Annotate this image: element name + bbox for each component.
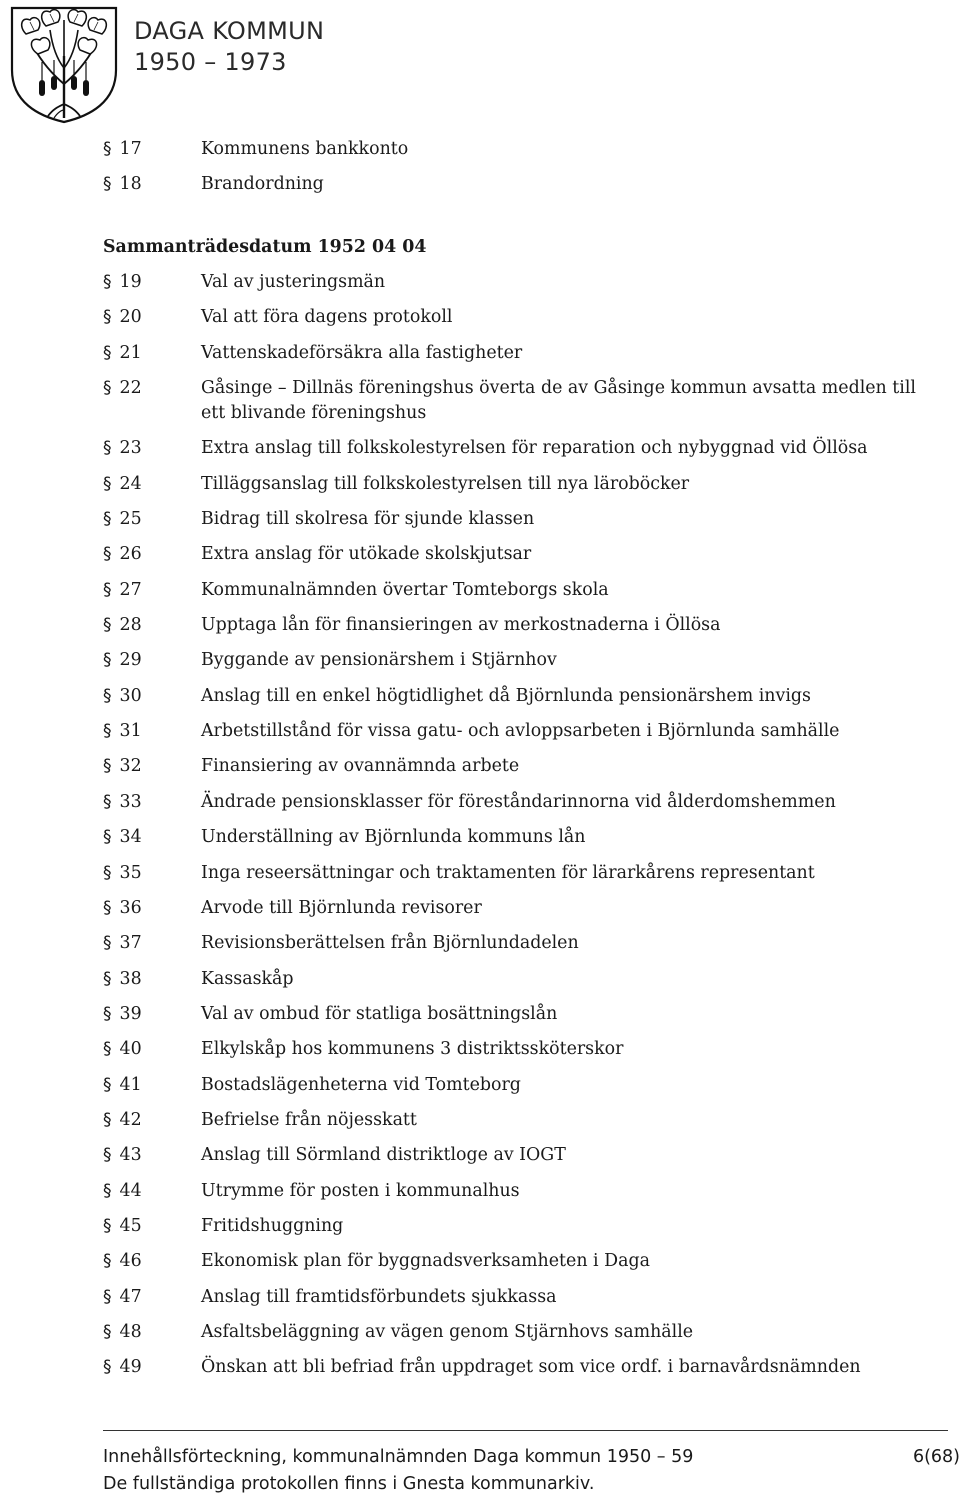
index-entry — [103, 1320, 923, 1345]
paragraph-sign: § — [103, 650, 112, 671]
paragraph-number-value: 38 — [119, 968, 142, 989]
index-entry — [103, 790, 923, 815]
paragraph-number — [103, 861, 201, 886]
paragraph-number-value: 39 — [119, 1003, 142, 1024]
paragraph-number — [103, 790, 201, 815]
entry-title: Anslag till en enkel högtidlighet då Björnlunda pensionärshem invigs — [201, 685, 811, 706]
index-entry — [103, 613, 923, 638]
paragraph-number-value: 47 — [119, 1286, 142, 1307]
footer-divider — [103, 1430, 948, 1431]
header-subtitle: 1950 – 1973 — [134, 48, 287, 76]
paragraph-number — [103, 1143, 201, 1168]
entry-title: Fritidshuggning — [201, 1215, 344, 1236]
paragraph-sign: § — [103, 378, 112, 399]
paragraph-sign: § — [103, 1215, 112, 1236]
paragraph-sign: § — [103, 1251, 112, 1272]
paragraph-number-value: 40 — [119, 1039, 142, 1060]
index-entry — [103, 1179, 923, 1204]
index-entry — [103, 967, 923, 992]
index-entry — [103, 270, 923, 295]
index-entry — [103, 341, 923, 366]
paragraph-number — [103, 1355, 201, 1380]
paragraph-number-value: 34 — [119, 827, 142, 848]
index-entry — [103, 172, 923, 197]
entry-title: Upptaga lån för finansieringen av merkostnaderna i Öllösa — [201, 615, 721, 636]
index-entry — [103, 1037, 923, 1062]
paragraph-number-value: 36 — [119, 897, 142, 918]
paragraph-number — [103, 1285, 201, 1310]
index-entry — [103, 305, 923, 330]
paragraph-sign: § — [103, 897, 112, 918]
entry-title: Ekonomisk plan för byggnadsverksamheten i Daga — [201, 1251, 650, 1272]
index-entry — [103, 436, 923, 461]
paragraph-number-value: 32 — [119, 756, 142, 777]
paragraph-number — [103, 542, 201, 567]
index-entry — [103, 507, 923, 532]
index-entry — [103, 896, 923, 921]
paragraph-number — [103, 436, 201, 461]
paragraph-number — [103, 172, 201, 197]
entry-title: Arvode till Björnlunda revisorer — [201, 897, 482, 918]
footer-line-1: Innehållsförteckning, kommunalnämnden Daga kommun 1950 – 59 — [103, 1447, 694, 1467]
paragraph-number-value: 26 — [119, 544, 142, 565]
entry-title: Befrielse från nöjesskatt — [201, 1109, 417, 1130]
paragraph-number — [103, 376, 201, 401]
paragraph-number — [103, 719, 201, 744]
paragraph-number-value: 45 — [119, 1215, 142, 1236]
paragraph-sign: § — [103, 1039, 112, 1060]
entry-title: Val av ombud för statliga bosättningslån — [201, 1003, 558, 1024]
paragraph-sign: § — [103, 1074, 112, 1095]
paragraph-number — [103, 648, 201, 673]
index-entry — [103, 825, 923, 850]
paragraph-sign: § — [103, 756, 112, 777]
entry-title: Gåsinge – Dillnäs föreningshus överta de av Gåsinge kommun avsatta medlen till ett blivande föreningshus — [201, 378, 916, 424]
paragraph-sign: § — [103, 1357, 112, 1378]
entry-title: Kassaskåp — [201, 968, 294, 989]
section-items-list — [103, 270, 923, 1380]
paragraph-sign: § — [103, 438, 112, 459]
paragraph-number — [103, 931, 201, 956]
paragraph-sign: § — [103, 685, 112, 706]
paragraph-sign: § — [103, 307, 112, 328]
entry-title: Finansiering av ovannämnda arbete — [201, 756, 520, 777]
entry-title: Önskan att bli befriad från uppdraget som vice ordf. i barnavårdsnämnden — [201, 1357, 861, 1378]
paragraph-sign: § — [103, 968, 112, 989]
paragraph-number — [103, 1073, 201, 1098]
paragraph-number-value: 20 — [119, 307, 142, 328]
paragraph-sign: § — [103, 827, 112, 848]
paragraph-number-value: 22 — [119, 378, 142, 399]
paragraph-number-value: 19 — [119, 272, 142, 292]
paragraph-number-value: 43 — [119, 1145, 142, 1166]
paragraph-number-value: 30 — [119, 685, 142, 706]
paragraph-number — [103, 305, 201, 330]
paragraph-sign: § — [103, 721, 112, 742]
paragraph-number-value: 46 — [119, 1251, 142, 1272]
index-entry — [103, 1249, 923, 1274]
header-title: DAGA KOMMUN — [134, 17, 325, 45]
entry-title: Inga reseersättningar och traktamenten för lärarkårens representant — [201, 862, 815, 883]
paragraph-sign: § — [103, 1109, 112, 1130]
paragraph-number — [103, 507, 201, 532]
entry-title: Val att föra dagens protokoll — [201, 307, 453, 328]
paragraph-sign: § — [103, 272, 112, 292]
paragraph-sign: § — [103, 473, 112, 494]
section-heading: Sammanträdesdatum 1952 04 04 — [103, 237, 427, 257]
paragraph-number — [103, 578, 201, 603]
entry-title: Vattenskadeförsäkra alla fastigheter — [201, 342, 523, 363]
paragraph-number-value: 44 — [119, 1180, 142, 1201]
entry-title: Extra anslag till folkskolestyrelsen för reparation och nybyggnad vid Öllösa — [201, 438, 868, 459]
paragraph-number — [103, 1249, 201, 1274]
paragraph-number-value: 48 — [119, 1321, 142, 1342]
entry-title: Kommunens bankkonto — [201, 139, 409, 159]
paragraph-number-value: 37 — [119, 933, 142, 954]
entry-title: Tilläggsanslag till folkskolestyrelsen till nya läroböcker — [201, 473, 690, 494]
entry-title: Elkylskåp hos kommunens 3 distriktssköterskor — [201, 1039, 624, 1060]
index-entry — [103, 1355, 923, 1380]
entry-title: Bostadslägenheterna vid Tomteborg — [201, 1074, 521, 1095]
paragraph-number — [103, 1037, 201, 1062]
page-number: 6(68) — [912, 1447, 960, 1467]
index-entry — [103, 1143, 923, 1168]
index-entry — [103, 1108, 923, 1133]
paragraph-sign: § — [103, 509, 112, 530]
paragraph-sign: § — [103, 342, 112, 363]
entry-title: Arbetstillstånd för vissa gatu- och avloppsarbeten i Björnlunda samhälle — [201, 721, 840, 742]
paragraph-number — [103, 825, 201, 850]
index-entry — [103, 931, 923, 956]
paragraph-number-value: 27 — [119, 579, 142, 600]
items-before-list — [103, 137, 923, 197]
index-entry — [103, 754, 923, 779]
paragraph-number — [103, 1108, 201, 1133]
paragraph-sign: § — [103, 1321, 112, 1342]
entry-title: Asfaltsbeläggning av vägen genom Stjärnhovs samhälle — [201, 1321, 694, 1342]
paragraph-sign: § — [103, 544, 112, 565]
paragraph-sign: § — [103, 1286, 112, 1307]
paragraph-number — [103, 613, 201, 638]
index-entry — [103, 1002, 923, 1027]
paragraph-number — [103, 137, 201, 162]
entry-title: Bidrag till skolresa för sjunde klassen — [201, 509, 535, 530]
index-entry — [103, 542, 923, 567]
paragraph-number-value: 29 — [119, 650, 142, 671]
index-entry — [103, 578, 923, 603]
footer-text — [103, 1444, 693, 1498]
entry-title: Val av justeringsmän — [201, 272, 386, 292]
page-header — [0, 0, 960, 130]
paragraph-sign: § — [103, 791, 112, 812]
entry-title: Brandordning — [201, 174, 324, 194]
paragraph-number-value: 24 — [119, 473, 142, 494]
paragraph-number-value: 49 — [119, 1357, 142, 1378]
paragraph-sign: § — [103, 1180, 112, 1201]
index-entry — [103, 1214, 923, 1239]
index-entry — [103, 1073, 923, 1098]
entry-title: Anslag till framtidsförbundets sjukkassa — [201, 1286, 557, 1307]
entry-title: Byggande av pensionärshem i Stjärnhov — [201, 650, 557, 671]
paragraph-number-value: 33 — [119, 791, 142, 812]
index-entry — [103, 1285, 923, 1310]
index-entry — [103, 137, 923, 162]
paragraph-number — [103, 1320, 201, 1345]
entry-title: Kommunalnämnden övertar Tomteborgs skola — [201, 579, 609, 600]
entry-title: Underställning av Björnlunda kommuns lån — [201, 827, 586, 848]
paragraph-sign: § — [103, 139, 112, 159]
paragraph-number — [103, 472, 201, 497]
paragraph-sign: § — [103, 862, 112, 883]
paragraph-number-value: 28 — [119, 615, 142, 636]
index-entry — [103, 861, 923, 886]
paragraph-number — [103, 1214, 201, 1239]
paragraph-number-value: 35 — [119, 862, 142, 883]
index-content — [103, 137, 923, 1391]
paragraph-number-value: 42 — [119, 1109, 142, 1130]
paragraph-number-value: 25 — [119, 509, 142, 530]
paragraph-number — [103, 270, 201, 295]
paragraph-sign: § — [103, 933, 112, 954]
entry-title: Anslag till Sörmland distriktloge av IOGT — [201, 1145, 566, 1166]
paragraph-number — [103, 1002, 201, 1027]
paragraph-number-value: 18 — [119, 174, 142, 194]
paragraph-number-value: 17 — [119, 139, 142, 159]
paragraph-number-value: 23 — [119, 438, 142, 459]
paragraph-number — [103, 1179, 201, 1204]
entry-title: Utrymme för posten i kommunalhus — [201, 1180, 520, 1201]
index-entry — [103, 719, 923, 744]
paragraph-number — [103, 896, 201, 921]
footer-line-2: De fullständiga protokollen finns i Gnesta kommunarkiv. — [103, 1474, 595, 1494]
paragraph-number — [103, 967, 201, 992]
index-entry — [103, 684, 923, 709]
paragraph-sign: § — [103, 174, 112, 194]
index-entry — [103, 648, 923, 673]
paragraph-number-value: 41 — [119, 1074, 142, 1095]
index-entry — [103, 472, 923, 497]
paragraph-number — [103, 341, 201, 366]
paragraph-number-value: 31 — [119, 721, 142, 742]
paragraph-number — [103, 754, 201, 779]
entry-title: Revisionsberättelsen från Björnlundadelen — [201, 933, 579, 954]
index-entry — [103, 376, 923, 426]
entry-title: Extra anslag för utökade skolskjutsar — [201, 544, 532, 565]
paragraph-sign: § — [103, 1145, 112, 1166]
paragraph-sign: § — [103, 579, 112, 600]
paragraph-number — [103, 684, 201, 709]
paragraph-sign: § — [103, 1003, 112, 1024]
municipal-coat-of-arms-icon — [8, 4, 120, 124]
paragraph-sign: § — [103, 615, 112, 636]
paragraph-number-value: 21 — [119, 342, 142, 363]
entry-title: Ändrade pensionsklasser för föreståndarinnorna vid ålderdomshemmen — [201, 791, 836, 812]
